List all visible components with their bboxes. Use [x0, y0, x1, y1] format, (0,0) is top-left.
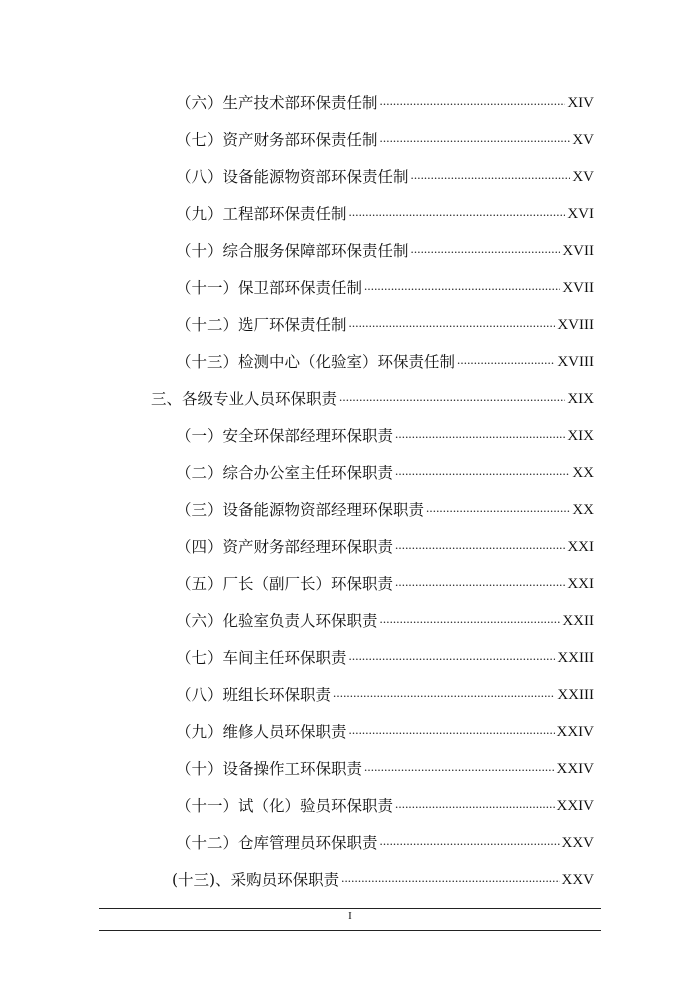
toc-entry-page-number: XXII	[562, 612, 594, 629]
toc-entry-title: （十二）仓库管理员环保职责	[176, 833, 378, 852]
toc-dot-leader	[349, 204, 566, 224]
toc-entry-title: （八）班组长环保职责	[176, 685, 332, 704]
toc-dot-leader	[333, 685, 555, 705]
toc-entry[interactable]	[0, 343, 700, 380]
toc-dot-leader	[395, 426, 565, 446]
toc-entry-title: (十三)、采购员环保职责	[172, 870, 340, 889]
toc-entry-page-number: XVIII	[557, 353, 594, 370]
toc-entry-title: （十一）试（化）验员环保职责	[176, 796, 394, 815]
toc-dot-leader	[349, 315, 556, 335]
table-of-contents	[0, 84, 700, 898]
toc-entry[interactable]	[0, 84, 700, 121]
toc-entry-title: （六）生产技术部环保责任制	[176, 93, 378, 112]
toc-entry[interactable]	[0, 195, 700, 232]
toc-dot-leader	[364, 278, 560, 298]
toc-dot-leader	[341, 870, 559, 890]
toc-dot-leader	[349, 648, 556, 668]
toc-dot-leader	[457, 352, 555, 372]
toc-entry-page-number: XVII	[562, 279, 594, 296]
toc-dot-leader	[395, 574, 565, 594]
toc-entry[interactable]	[0, 454, 700, 491]
toc-entry[interactable]	[0, 269, 700, 306]
toc-entry-title: （十）综合服务保障部环保责任制	[176, 241, 409, 260]
toc-entry-page-number: XVII	[562, 242, 594, 259]
toc-dot-leader	[380, 611, 561, 631]
toc-entry[interactable]	[0, 861, 700, 898]
toc-entry[interactable]	[0, 380, 700, 417]
toc-entry[interactable]	[0, 158, 700, 195]
toc-entry-title: （十一）保卫部环保责任制	[176, 278, 363, 297]
toc-entry-title: （七）资产财务部环保责任制	[176, 130, 378, 149]
toc-entry-title: （八）设备能源物资部环保责任制	[176, 167, 409, 186]
toc-dot-leader	[395, 537, 565, 557]
toc-entry-page-number: XX	[572, 501, 594, 518]
toc-dot-leader	[380, 93, 566, 113]
toc-entry[interactable]	[0, 306, 700, 343]
toc-entry-page-number: XXV	[561, 871, 594, 888]
toc-entry[interactable]	[0, 602, 700, 639]
toc-entry-page-number: XXIV	[556, 797, 594, 814]
toc-entry-page-number: XVIII	[557, 316, 594, 333]
toc-entry-page-number: XXI	[567, 538, 594, 555]
toc-entry[interactable]	[0, 232, 700, 269]
toc-entry-page-number: XV	[572, 168, 594, 185]
toc-entry-page-number: XIV	[567, 94, 594, 111]
toc-dot-leader	[411, 167, 571, 187]
toc-entry-title: （十）设备操作工环保职责	[176, 759, 363, 778]
toc-entry-title: （七）车间主任环保职责	[176, 648, 347, 667]
toc-dot-leader	[395, 796, 554, 816]
toc-entry-title: （一）安全环保部经理环保职责	[176, 426, 394, 445]
toc-entry-title: （十二）选厂环保责任制	[176, 315, 347, 334]
toc-entry-page-number: XXIV	[556, 723, 594, 740]
toc-entry-page-number: XVI	[567, 205, 594, 222]
toc-entry[interactable]	[0, 676, 700, 713]
toc-entry-title: （五）厂长（副厂长）环保职责	[176, 574, 394, 593]
toc-entry-page-number: XXV	[561, 834, 594, 851]
toc-entry[interactable]	[0, 824, 700, 861]
toc-dot-leader	[380, 130, 571, 150]
toc-entry-page-number: XV	[572, 131, 594, 148]
toc-entry-page-number: XIX	[567, 427, 594, 444]
toc-entry-title: （九）维修人员环保职责	[176, 722, 347, 741]
toc-entry-page-number: XXI	[567, 575, 594, 592]
toc-entry-title: （四）资产财务部经理环保职责	[176, 537, 394, 556]
toc-entry-page-number: XIX	[567, 390, 594, 407]
toc-entry-title: （三）设备能源物资部经理环保职责	[176, 500, 425, 519]
toc-entry-page-number: XX	[572, 464, 594, 481]
toc-dot-leader	[426, 500, 570, 520]
toc-entry[interactable]	[0, 713, 700, 750]
toc-dot-leader	[395, 463, 570, 483]
toc-dot-leader	[339, 389, 565, 409]
toc-entry[interactable]	[0, 528, 700, 565]
toc-entry-page-number: XXIII	[557, 686, 594, 703]
toc-entry[interactable]	[0, 417, 700, 454]
toc-dot-leader	[364, 759, 554, 779]
toc-dot-leader	[411, 241, 561, 261]
page-number: I	[348, 910, 352, 922]
toc-entry[interactable]	[0, 639, 700, 676]
toc-entry-title: （二）综合办公室主任环保职责	[176, 463, 394, 482]
toc-entry-title: （十三）检测中心（化验室）环保责任制	[176, 352, 456, 371]
toc-entry[interactable]	[0, 491, 700, 528]
toc-dot-leader	[349, 722, 555, 742]
toc-entry-title: （九）工程部环保责任制	[176, 204, 347, 223]
toc-dot-leader	[380, 833, 560, 853]
toc-entry[interactable]	[0, 565, 700, 602]
toc-entry-page-number: XXIII	[557, 649, 594, 666]
toc-entry-page-number: XXIV	[556, 760, 594, 777]
toc-entry[interactable]	[0, 750, 700, 787]
toc-entry-title: （六）化验室负责人环保职责	[176, 611, 378, 630]
footer-bottom-rule	[99, 930, 601, 931]
toc-entry[interactable]	[0, 121, 700, 158]
toc-entry[interactable]	[0, 787, 700, 824]
toc-entry-title: 三、各级专业人员环保职责	[151, 389, 338, 408]
